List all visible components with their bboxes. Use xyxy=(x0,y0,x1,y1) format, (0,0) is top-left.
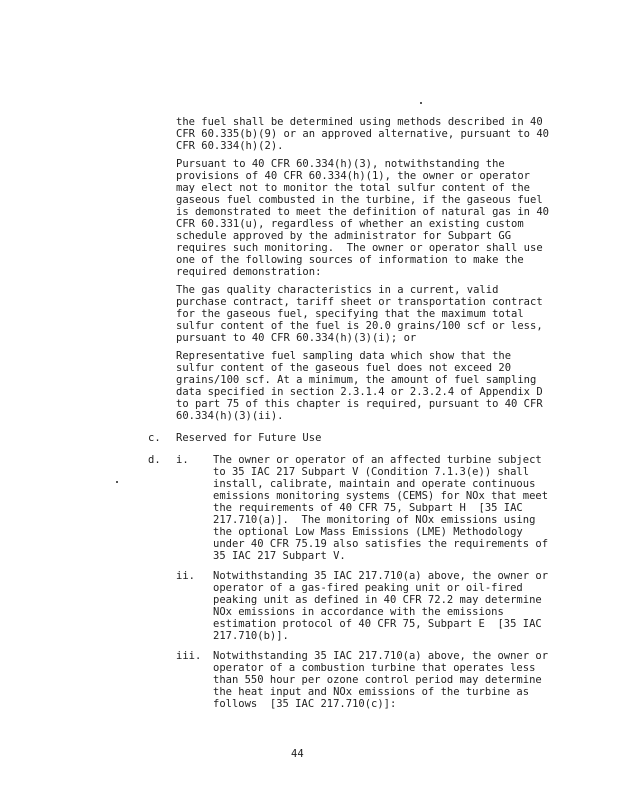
item-c-text: Reserved for Future Use xyxy=(176,432,322,444)
text-line: one of the following sources of information to make the xyxy=(176,254,524,266)
item-d-label: d. xyxy=(148,454,161,466)
subitem-ii-paragraph xyxy=(213,570,548,642)
text-line: to 35 IAC 217 Subpart V (Condition 7.1.3(e)) shall xyxy=(213,466,530,478)
text-line: NOx emissions in accordance with the emissions xyxy=(213,606,504,618)
text-line: emissions monitoring systems (CEMS) for NOx that meet xyxy=(213,490,549,502)
text-line: CFR 60.334(h)(2). xyxy=(176,140,284,152)
text-line: schedule approved by the administrator for Subpart GG xyxy=(176,230,512,242)
text-line: follows [35 IAC 217.710(c)]: xyxy=(213,698,397,710)
text-line: may elect not to monitor the total sulfur content of the xyxy=(176,182,531,194)
text-line: the fuel shall be determined using methods described in 40 xyxy=(176,116,543,128)
text-line: sulfur content of the fuel is 20.0 grains/100 scf or less, xyxy=(176,320,543,332)
text-line: CFR 60.335(b)(9) or an approved alternative, pursuant to 40 xyxy=(176,128,549,140)
scan-speck xyxy=(420,102,422,104)
text-line: Notwithstanding 35 IAC 217.710(a) above, the owner or xyxy=(213,650,549,662)
text-line: gaseous fuel combusted in the turbine, if the gaseous fuel xyxy=(176,194,543,206)
text-line: estimation protocol of 40 CFR 75, Subpart E [35 IAC xyxy=(213,618,542,630)
text-line: operator of a gas-fired peaking unit or oil-fired xyxy=(213,582,523,594)
fuel-sampling-paragraph xyxy=(176,350,543,422)
text-line: 217.710(a)]. The monitoring of NOx emissions using xyxy=(213,514,536,526)
text-line: grains/100 scf. At a minimum, the amount of fuel sampling xyxy=(176,374,537,386)
subitem-ii-label: ii. xyxy=(176,570,195,582)
text-line: pursuant to 40 CFR 60.334(h)(3)(i); or xyxy=(176,332,417,344)
text-line: under 40 CFR 75.19 also satisfies the requirements of xyxy=(213,538,549,550)
text-line: Pursuant to 40 CFR 60.334(h)(3), notwithstanding the xyxy=(176,158,505,170)
text-line: is demonstrated to meet the definition of natural gas in 40 xyxy=(176,206,549,218)
text-line: The owner or operator of an affected turbine subject xyxy=(213,454,542,466)
page-number: 44 xyxy=(291,748,304,760)
text-line: the optional Low Mass Emissions (LME) Methodology xyxy=(213,526,523,538)
text-line: required demonstration: xyxy=(176,266,322,278)
natural-gas-exemption-paragraph xyxy=(176,158,549,278)
text-line: requires such monitoring. The owner or operator shall use xyxy=(176,242,543,254)
item-c-label: c. xyxy=(148,432,161,444)
subitem-i-paragraph xyxy=(213,454,548,562)
text-line: the heat input and NOx emissions of the turbine as xyxy=(213,686,530,698)
text-line: 35 IAC 217 Subpart V. xyxy=(213,550,346,562)
text-line: The gas quality characteristics in a current, valid xyxy=(176,284,499,296)
text-line: install, calibrate, maintain and operate continuous xyxy=(213,478,536,490)
text-line: 60.334(h)(3)(ii). xyxy=(176,410,284,422)
subitem-iii-paragraph xyxy=(213,650,548,710)
subitem-iii-label: iii. xyxy=(176,650,202,662)
text-line: CFR 60.331(u), regardless of whether an existing custom xyxy=(176,218,524,230)
text-line: peaking unit as defined in 40 CFR 72.2 may determine xyxy=(213,594,542,606)
text-line: for the gaseous fuel, specifying that the maximum total xyxy=(176,308,524,320)
text-line: 217.710(b)]. xyxy=(213,630,289,642)
subitem-i-label: i. xyxy=(176,454,189,466)
text-line: Notwithstanding 35 IAC 217.710(a) above, the owner or xyxy=(213,570,549,582)
gas-tariff-paragraph xyxy=(176,284,543,344)
text-line: provisions of 40 CFR 60.334(h)(1), the owner or operator xyxy=(176,170,531,182)
text-line: operator of a combustion turbine that operates less xyxy=(213,662,536,674)
scan-speck xyxy=(116,481,118,483)
text-line: sulfur content of the gaseous fuel does not exceed 20 xyxy=(176,362,512,374)
text-line: data specified in section 2.3.1.4 or 2.3.2.4 of Appendix D xyxy=(176,386,543,398)
text-line: than 550 hour per ozone control period may determine xyxy=(213,674,542,686)
continuation-paragraph xyxy=(176,116,549,152)
text-line: purchase contract, tariff sheet or transportation contract xyxy=(176,296,543,308)
text-line: to part 75 of this chapter is required, pursuant to 40 CFR xyxy=(176,398,543,410)
text-line: the requirements of 40 CFR 75, Subpart H [35 IAC xyxy=(213,502,523,514)
text-line: Representative fuel sampling data which show that the xyxy=(176,350,512,362)
